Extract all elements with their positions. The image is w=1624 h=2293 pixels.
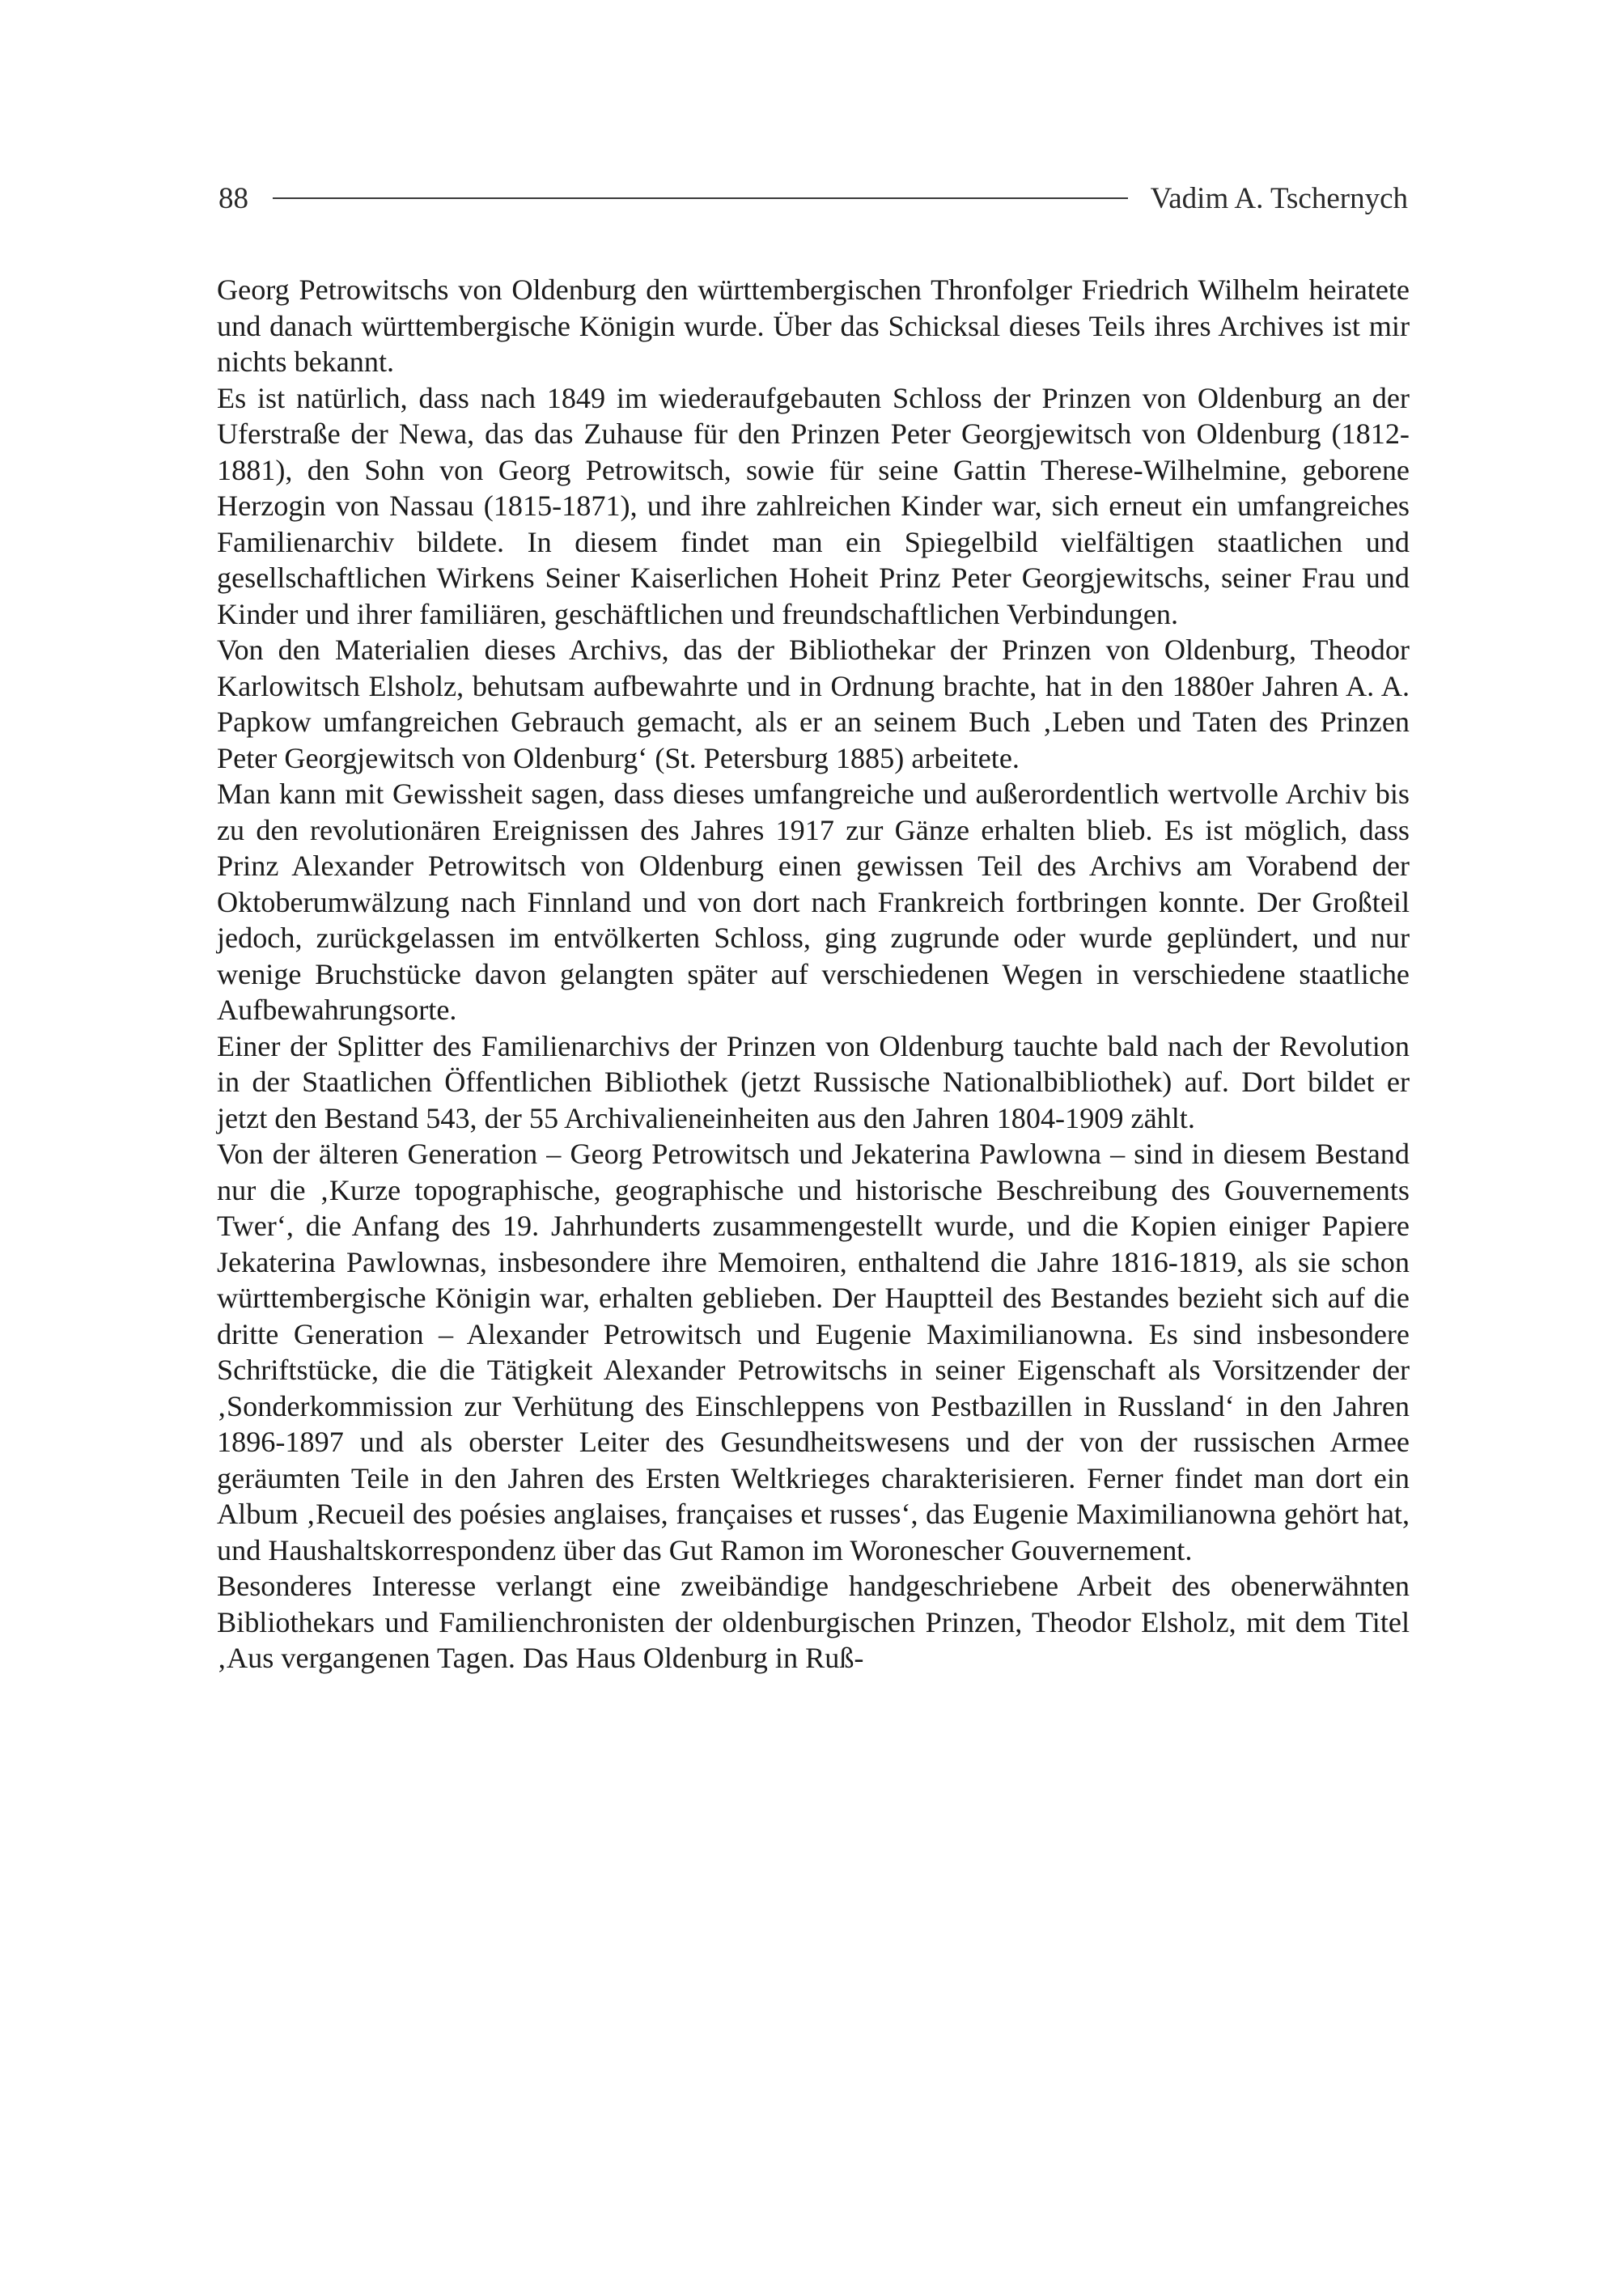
page-number: 88 (218, 181, 248, 215)
paragraph-4: Man kann mit Gewissheit sagen, dass dieses umfangreiche und außerordentlich wertvolle Archiv bis zu den revolutionären Ereignissen des Jahres 1917 zur Gänze erhalten blieb. Es ist möglich, dass Prinz Alexander Petrowitsch von Oldenburg einen gewissen Teil des Archivs am Vorabend der Oktoberumwälzung nach Finnland und von dort nach Frankreich fortbringen konnte. Der Großteil jedoch, zurückgelassen im entvölkerten Schloss, ging zugrunde oder wurde geplündert, und nur wenige Bruchstücke davon gelangten später auf verschiedenen Wegen in verschiedene staatliche Aufbewahrungsorte. (217, 778, 1410, 1026)
header-rule (273, 197, 1128, 199)
running-head-author: Vadim A. Tschernych (1150, 181, 1408, 215)
running-head (218, 178, 1408, 218)
paragraph-7: Besonderes Interesse verlangt eine zweibändige handgeschriebene Arbeit des obenerwähnten Bibliothekars und Familienchronisten der oldenburgischen Prinzen, Theodor Elsholz, mit dem Titel ‚Aus vergangenen Tagen. Das Haus Oldenburg in Ruß- (217, 1570, 1410, 1674)
paragraph-3: Von den Materialien dieses Archivs, das der Bibliothekar der Prinzen von Oldenburg, Theodor Karlowitsch Elsholz, behutsam aufbewahrte und in Ordnung brachte, hat in den 1880er Jahren A. A. Papkow umfangreichen Gebrauch gemacht, als er an seinem Buch ‚Leben und Taten des Prinzen Peter Georgjewitsch von Oldenburg‘ (St. Petersburg 1885) arbeitete. (217, 634, 1410, 774)
paragraph-6: Von der älteren Generation – Georg Petrowitsch und Jekaterina Pawlowna – sind in diesem Bestand nur die ‚Kurze topographische, geographische und historische Beschreibung des Gouvernements Twer‘, die Anfang des 19. Jahrhunderts zusammengestellt wurde, und die Kopien einiger Papiere Jekaterina Pawlownas, insbesondere ihre Memoiren, enthaltend die Jahre 1816-1819, als sie schon württembergische Königin war, erhalten geblieben. Der Hauptteil des Bestandes bezieht sich auf die dritte Generation – Alexander Petrowitsch und Eugenie Maximilianowna. Es sind insbesondere Schriftstücke, die die Tätigkeit Alexander Petrowitschs in seiner Eigenschaft als Vorsitzender der ‚Sonderkommission zur Verhütung des Einschleppens von Pestbazillen in Russland‘ in den Jahren 1896-1897 und als oberster Leiter des Gesundheitswesens und der von der russischen Armee geräumten Teile in den Jahren des Ersten Weltkrieges charakterisieren. Ferner findet man dort ein Album ‚Recueil des poésies anglaises, françaises et russes‘, das Eugenie Maximilianowna gehört hat, und Haushaltskorrespondenz über das Gut Ramon im Woronescher Gouvernement. (217, 1138, 1410, 1566)
paragraph-2: Es ist natürlich, dass nach 1849 im wiederaufgebauten Schloss der Prinzen von Oldenburg an der Uferstraße der Newa, das das Zuhause für den Prinzen Peter Georgjewitsch von Oldenburg (1812-1881), den Sohn von Georg Petrowitsch, sowie für seine Gattin Therese-Wilhelmine, geborene Herzogin von Nassau (1815-1871), und ihre zahlreichen Kinder war, sich erneut ein umfangreiches Familienarchiv bildete. In diesem findet man ein Spiegelbild vielfältigen staatlichen und gesellschaftlichen Wirkens Seiner Kaiserlichen Hoheit Prinz Peter Georgjewitschs, seiner Frau und Kinder und ihrer familiären, geschäftlichen und freundschaftlichen Verbindungen. (217, 381, 1410, 630)
body-text (217, 272, 1410, 1676)
paragraph-5: Einer der Splitter des Familienarchivs der Prinzen von Oldenburg tauchte bald nach der Revolution in der Staatlichen Öffentlichen Bibliothek (jetzt Russische Nationalbibliothek) auf. Dort bildet er jetzt den Bestand 543, der 55 Archivalieneinheiten aus den Jahren 1804-1909 zählt. (217, 1029, 1410, 1134)
paragraph-1: Georg Petrowitschs von Oldenburg den württembergischen Thronfolger Friedrich Wilhelm heiratete und danach württembergische Königin wurde. Über das Schicksal dieses Teils ihres Archives ist mir nichts bekannt. (217, 273, 1410, 378)
